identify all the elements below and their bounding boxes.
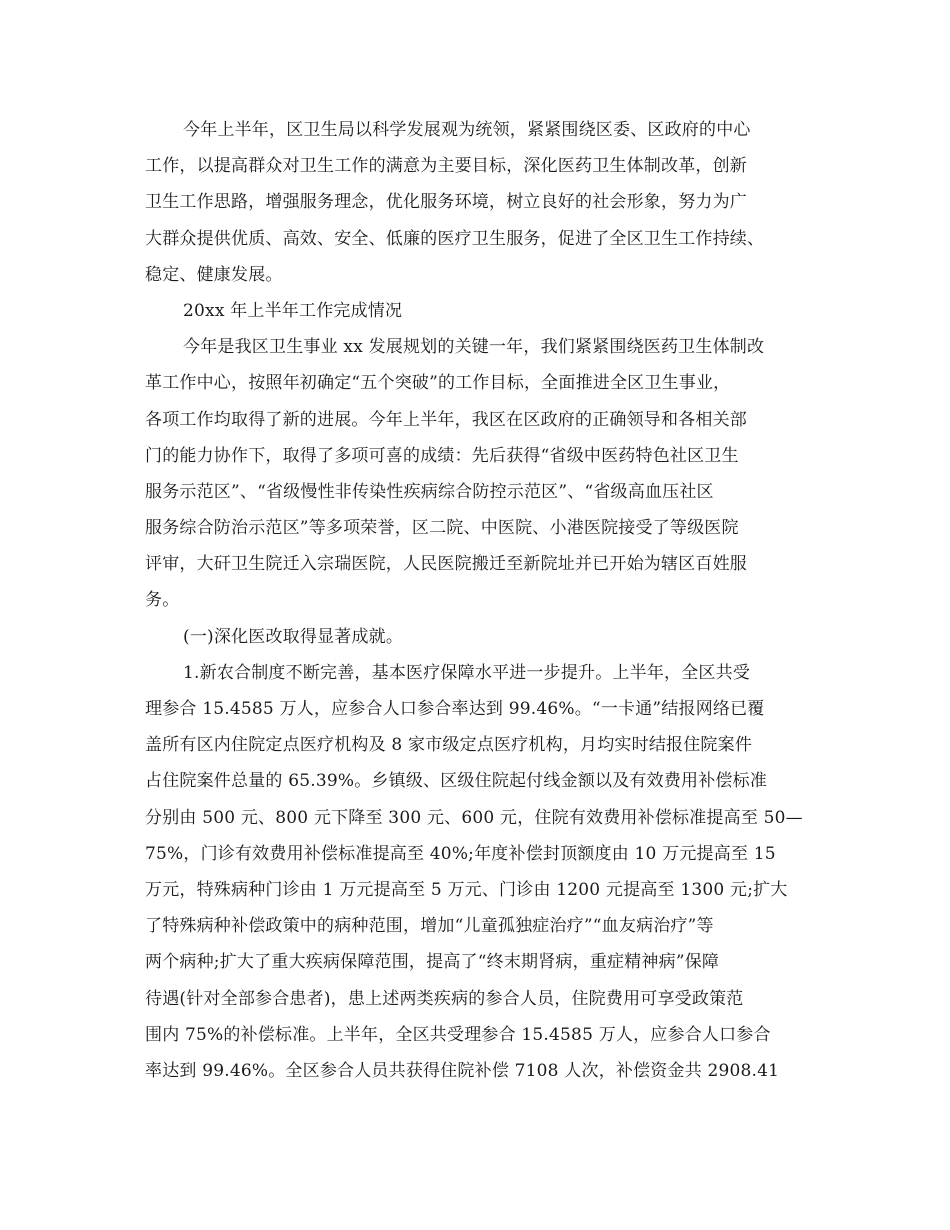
- text-line: 评审，大矸卫生院迁入宗瑞医院，人民医院搬迁至新院址并已开始为辖区百姓服: [145, 554, 747, 575]
- text-line: 今年是我区卫生事业 xx 发展规划的关键一年，我们紧紧围绕医药卫生体制改: [183, 337, 765, 358]
- paragraph-medical-reform: [145, 655, 805, 1089]
- subsection-heading: (一)深化医改取得显著成就。: [183, 626, 404, 647]
- text-line: 门的能力协作下，取得了多项可喜的成绩：先后获得“省级中医药特色社区卫生: [145, 445, 739, 466]
- text-line: 待遇(针对全部参合患者)，患上述两类疾病的参合人员，住院费用可享受政策范: [145, 988, 744, 1009]
- text-line: 服务综合防治示范区”等多项荣誉，区二院、中医院、小港医院接受了等级医院: [145, 518, 739, 539]
- text-line: 1.新农合制度不断完善，基本医疗保障水平进一步提升。上半年，全区共受: [183, 662, 751, 683]
- text-line: 工作，以提高群众对卫生工作的满意为主要目标，深化医药卫生体制改革，创新: [145, 156, 747, 177]
- text-line: 稳定、健康发展。: [145, 264, 283, 285]
- text-line: 服务示范区”、“省级慢性非传染性疾病综合防控示范区”、“省级高血压社区: [145, 481, 714, 502]
- text-line: 75%，门诊有效费用补偿标准提高至 40%;年度补偿封顶额度由 10 万元提高至 15: [145, 843, 776, 864]
- text-line: 万元，特殊病种门诊由 1 万元提高至 5 万元、门诊由 1200 元提高至 1300 元;扩大: [145, 879, 788, 900]
- text-line: 了特殊病种补偿政策中的病种范围，增加“儿童孤独症治疗”“血友病治疗”等: [145, 916, 714, 937]
- paragraph-intro: [145, 112, 805, 293]
- text-line: 卫生工作思路，增强服务理念，优化服务环境，树立良好的社会形象，努力为广: [145, 192, 747, 213]
- paragraph-overview: [145, 329, 805, 619]
- text-line: 占住院案件总量的 65.39%。乡镇级、区级住院起付线金额以及有效费用补偿标准: [145, 771, 768, 792]
- text-line: 盖所有区内住院定点医疗机构及 8 家市级定点医疗机构，月均实时结报住院案件: [145, 735, 753, 756]
- text-line: 理参合 15.4585 万人，应参合人口参合率达到 99.46%。“一卡通”结报网络已覆: [145, 699, 765, 719]
- text-line: 大群众提供优质、高效、安全、低廉的医疗卫生服务，促进了全区卫生工作持续、: [145, 228, 765, 249]
- text-line: 分别由 500 元、800 元下降至 300 元、600 元，住院有效费用补偿标准提高至 50—: [145, 807, 803, 828]
- text-line: 革工作中心，按照年初确定“五个突破”的工作目标，全面推进全区卫生事业，: [145, 373, 731, 394]
- text-line: 两个病种;扩大了重大疾病保障范围，提高了“终末期肾病，重症精神病”保障: [145, 952, 720, 973]
- text-line: 围内 75%的补偿标准。上半年，全区共受理参合 15.4585 万人，应参合人口参合: [145, 1024, 771, 1045]
- text-line: 今年上半年，区卫生局以科学发展观为统领，紧紧围绕区委、区政府的中心: [183, 120, 751, 140]
- text-line: 各项工作均取得了新的进展。今年上半年，我区在区政府的正确领导和各相关部: [145, 409, 747, 430]
- document-body: [145, 112, 805, 1089]
- section-heading: 20xx 年上半年工作完成情况: [183, 300, 403, 321]
- text-line: 务。: [145, 590, 180, 611]
- text-line: 率达到 99.46%。全区参合人员共获得住院补偿 7108 人次，补偿资金共 2908.41: [145, 1060, 780, 1081]
